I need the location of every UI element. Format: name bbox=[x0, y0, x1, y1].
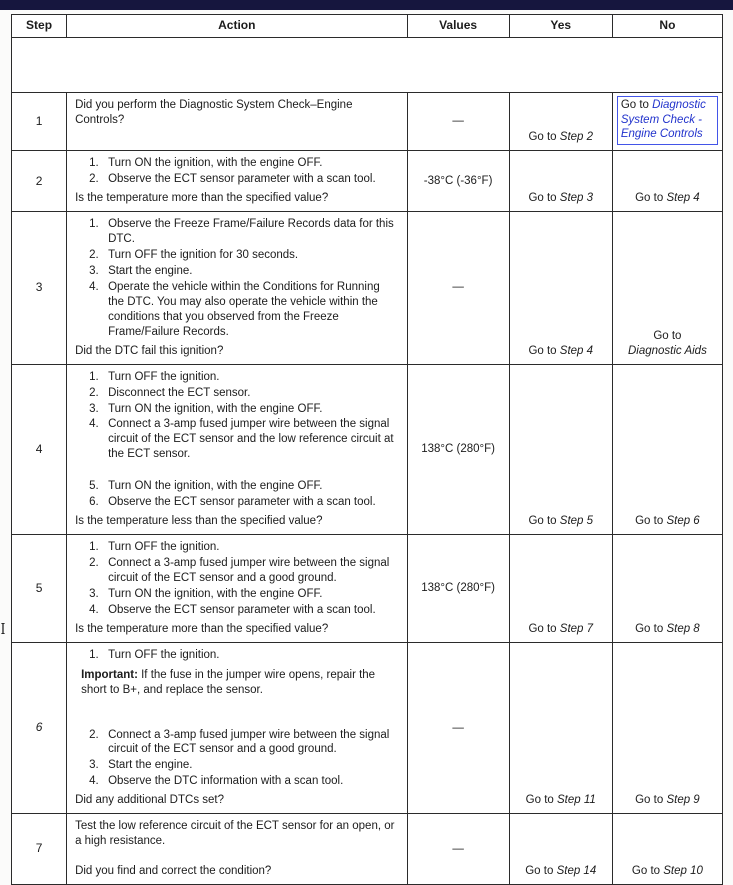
goto-link[interactable]: Go to Step 7 bbox=[528, 622, 594, 635]
goto-link[interactable]: Go to Step 8 bbox=[635, 622, 700, 635]
goto-link[interactable]: Go to Step 2 bbox=[528, 131, 594, 144]
action-step-item: 1. Turn ON the ignition, with the engine OFF. bbox=[89, 157, 323, 170]
yes-cell bbox=[509, 364, 612, 534]
goto-link[interactable]: Go to Diagnostic Aids bbox=[627, 329, 707, 357]
step-number: 4 bbox=[12, 364, 67, 534]
important-note: Important: If the fuse in the jumper wire opens, repair the short to B+, and replace the sensor. bbox=[81, 668, 376, 696]
goto-link[interactable]: Go to Step 6 bbox=[635, 515, 700, 528]
action-step-item: 3. Start the engine. bbox=[89, 265, 193, 278]
column-header-no: No bbox=[612, 15, 722, 38]
action-step-item: 1. Turn OFF the ignition. bbox=[89, 648, 220, 661]
no-cell bbox=[612, 151, 722, 212]
stray-cursor-artifact: I bbox=[0, 620, 6, 638]
action-step-item: 2. Disconnect the ECT sensor. bbox=[89, 386, 251, 399]
action-step-item: 6. Observe the ECT sensor parameter with a scan tool. bbox=[89, 496, 376, 509]
yes-cell bbox=[509, 814, 612, 885]
action-step-item: 2. Turn OFF the ignition for 30 seconds. bbox=[89, 249, 299, 262]
action-step-item: 4. Operate the vehicle within the Conditions for Running the DTC. You may also operate the vehicle within the conditions that you observed from the Freeze Frame/Failure Records. bbox=[89, 280, 380, 338]
top-window-bar bbox=[0, 0, 733, 10]
step-number: 7 bbox=[12, 814, 67, 885]
yes-cell bbox=[509, 92, 612, 151]
action-step-item: 4. Observe the DTC information with a scan tool. bbox=[89, 775, 344, 788]
action-cell bbox=[67, 92, 407, 151]
yes-cell bbox=[509, 212, 612, 364]
action-question: Did the DTC fail this ignition? bbox=[75, 344, 224, 357]
header-row bbox=[12, 15, 723, 38]
step-number: 2 bbox=[12, 151, 67, 212]
diagnostic-steps-table bbox=[11, 14, 723, 885]
no-cell bbox=[612, 642, 722, 814]
action-step-item: 1. Turn OFF the ignition. bbox=[89, 541, 220, 554]
yes-cell bbox=[509, 151, 612, 212]
no-cell bbox=[612, 535, 722, 643]
yes-cell bbox=[509, 535, 612, 643]
goto-link[interactable]: Go to Step 10 bbox=[631, 865, 703, 878]
goto-link[interactable]: Go to Step 3 bbox=[528, 192, 594, 205]
goto-link[interactable]: Go to Step 11 bbox=[525, 794, 596, 807]
goto-link[interactable]: Go to Step 9 bbox=[635, 794, 700, 807]
step-number: 3 bbox=[12, 212, 67, 364]
column-header-step: Step bbox=[12, 15, 67, 38]
action-question: Is the temperature more than the specified value? bbox=[75, 192, 329, 205]
step-number: 5 bbox=[12, 535, 67, 643]
blank-cell bbox=[12, 37, 723, 92]
action-step-item: 2. Connect a 3-amp fused jumper wire between the signal circuit of the ECT sensor and a good ground. bbox=[89, 557, 390, 584]
goto-link[interactable]: Go to Step 5 bbox=[528, 515, 594, 528]
column-header-yes: Yes bbox=[509, 15, 612, 38]
column-header-action: Action bbox=[67, 15, 407, 38]
action-question: Did any additional DTCs set? bbox=[75, 794, 224, 807]
no-cell bbox=[612, 92, 722, 151]
action-step-item: 1. Observe the Freeze Frame/Failure Records data for this DTC. bbox=[89, 218, 394, 246]
value-cell: — bbox=[407, 642, 509, 814]
action-cell bbox=[67, 642, 407, 814]
table-row bbox=[12, 642, 723, 814]
value-cell: — bbox=[407, 92, 509, 151]
goto-link[interactable]: Go to Step 14 bbox=[525, 865, 597, 878]
no-cell bbox=[612, 814, 722, 885]
action-step-item: 5. Turn ON the ignition, with the engine OFF. bbox=[89, 480, 323, 493]
step-number: 6 bbox=[12, 642, 67, 814]
action-question: Is the temperature less than the specified value? bbox=[75, 515, 323, 528]
action-text: Test the low reference circuit of the ECT sensor for an open, or a high resistance. bbox=[75, 820, 395, 848]
table-row bbox=[12, 92, 723, 151]
goto-link[interactable]: Go to Step 4 bbox=[635, 192, 700, 205]
table-row bbox=[12, 151, 723, 212]
action-cell bbox=[67, 151, 407, 212]
action-step-item: 1. Turn OFF the ignition. bbox=[89, 370, 220, 383]
action-step-item: 3. Turn ON the ignition, with the engine OFF. bbox=[89, 587, 323, 600]
action-step-item: 4. Observe the ECT sensor parameter with a scan tool. bbox=[89, 603, 376, 616]
action-step-item: 3. Turn ON the ignition, with the engine OFF. bbox=[89, 402, 323, 415]
table-row bbox=[12, 814, 723, 885]
table-row bbox=[12, 364, 723, 534]
action-cell bbox=[67, 364, 407, 534]
action-step-item: 2. Observe the ECT sensor parameter with a scan tool. bbox=[89, 173, 376, 186]
value-cell: 138°C (280°F) bbox=[407, 364, 509, 534]
no-cell bbox=[612, 212, 722, 364]
action-cell bbox=[67, 212, 407, 364]
blank-row bbox=[12, 37, 723, 92]
goto-link[interactable]: Go to Step 4 bbox=[528, 344, 594, 357]
column-header-values: Values bbox=[407, 15, 509, 38]
action-step-item: 3. Start the engine. bbox=[89, 759, 193, 772]
goto-link-boxed[interactable]: Go to Diagnostic System Check - Engine Controls bbox=[617, 96, 718, 146]
value-cell: — bbox=[407, 814, 509, 885]
value-cell: -38°C (-36°F) bbox=[407, 151, 509, 212]
action-cell bbox=[67, 814, 407, 885]
no-cell bbox=[612, 364, 722, 534]
action-step-item: 4. Connect a 3-amp fused jumper wire between the signal circuit of the ECT sensor and the low reference circuit at the ECT sensor. bbox=[89, 418, 394, 461]
table-row bbox=[12, 212, 723, 364]
value-cell: — bbox=[407, 212, 509, 364]
step-number: 1 bbox=[12, 92, 67, 151]
action-cell bbox=[67, 535, 407, 643]
action-text: Did you perform the Diagnostic System Check–Engine Controls? bbox=[75, 98, 353, 126]
action-question: Is the temperature more than the specified value? bbox=[75, 622, 329, 635]
action-step-item: 2. Connect a 3-amp fused jumper wire between the signal circuit of the ECT sensor and a good ground. bbox=[89, 728, 390, 756]
action-question: Did you find and correct the condition? bbox=[75, 865, 272, 878]
table-row bbox=[12, 535, 723, 643]
yes-cell bbox=[509, 642, 612, 814]
value-cell: 138°C (280°F) bbox=[407, 535, 509, 643]
